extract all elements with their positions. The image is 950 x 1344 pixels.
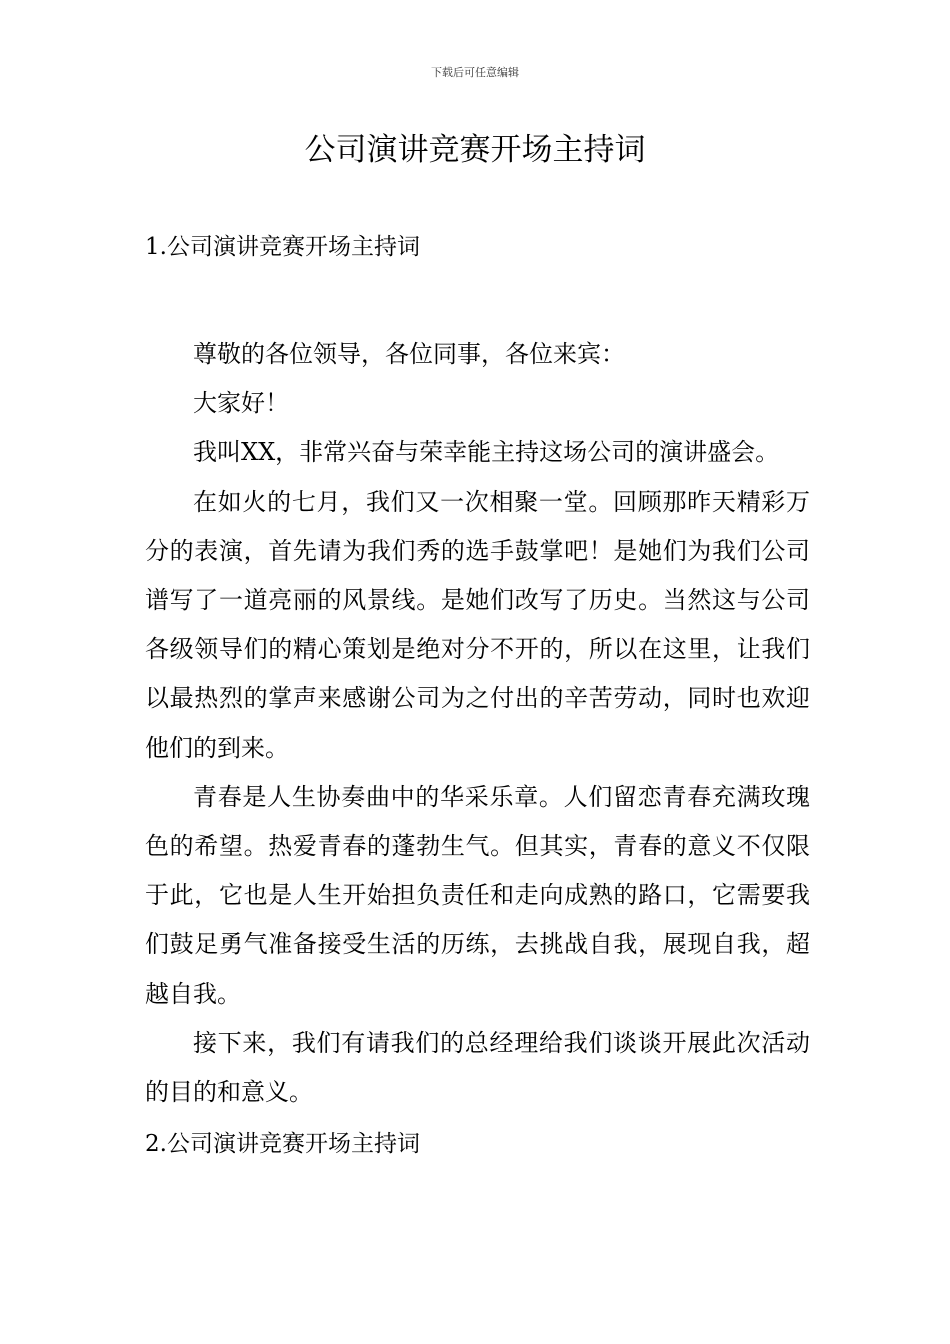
paragraph-july: 在如火的七月，我们又一次相聚一堂。回顾那昨天精彩万分的表演，首先请为我们秀的选手鼓掌吧！是她们为我们公司谱写了一道亮丽的风景线。是她们改写了历史。当然这与公司各级领导们的精心策划是绝对分不开的，所以在这里，让我们以最热烈的掌声来感谢公司为之付出的辛苦劳动，同时也欢迎他们的到来。 — [145, 487, 810, 762]
paragraph-greeting: 大家好！ — [193, 389, 289, 418]
section-heading-1: 1.公司演讲竞赛开场主持词 — [145, 234, 420, 260]
document-title: 公司演讲竞赛开场主持词 — [304, 132, 646, 168]
paragraph-introduction: 我叫XX，非常兴奋与荣幸能主持这场公司的演讲盛会。 — [193, 438, 780, 467]
section-heading-2: 2.公司演讲竞赛开场主持词 — [145, 1131, 420, 1157]
paragraph-youth: 青春是人生协奏曲中的华采乐章。人们留恋青春充满玫瑰色的希望。热爱青春的蓬勃生气。但其实，青春的意义不仅限于此，它也是人生开始担负责任和走向成熟的路口，它需要我们鼓足勇气准备接受生活的历练，去挑战自我，展现自我，超越自我。 — [145, 782, 810, 1008]
paragraph-salutation: 尊敬的各位领导，各位同事，各位来宾： — [193, 340, 625, 368]
section-1-body — [145, 330, 810, 1117]
paragraph-next: 接下来，我们有请我们的总经理给我们谈谈开展此次活动的目的和意义。 — [145, 1028, 810, 1107]
header-note: 下载后可任意编辑 — [431, 66, 519, 79]
